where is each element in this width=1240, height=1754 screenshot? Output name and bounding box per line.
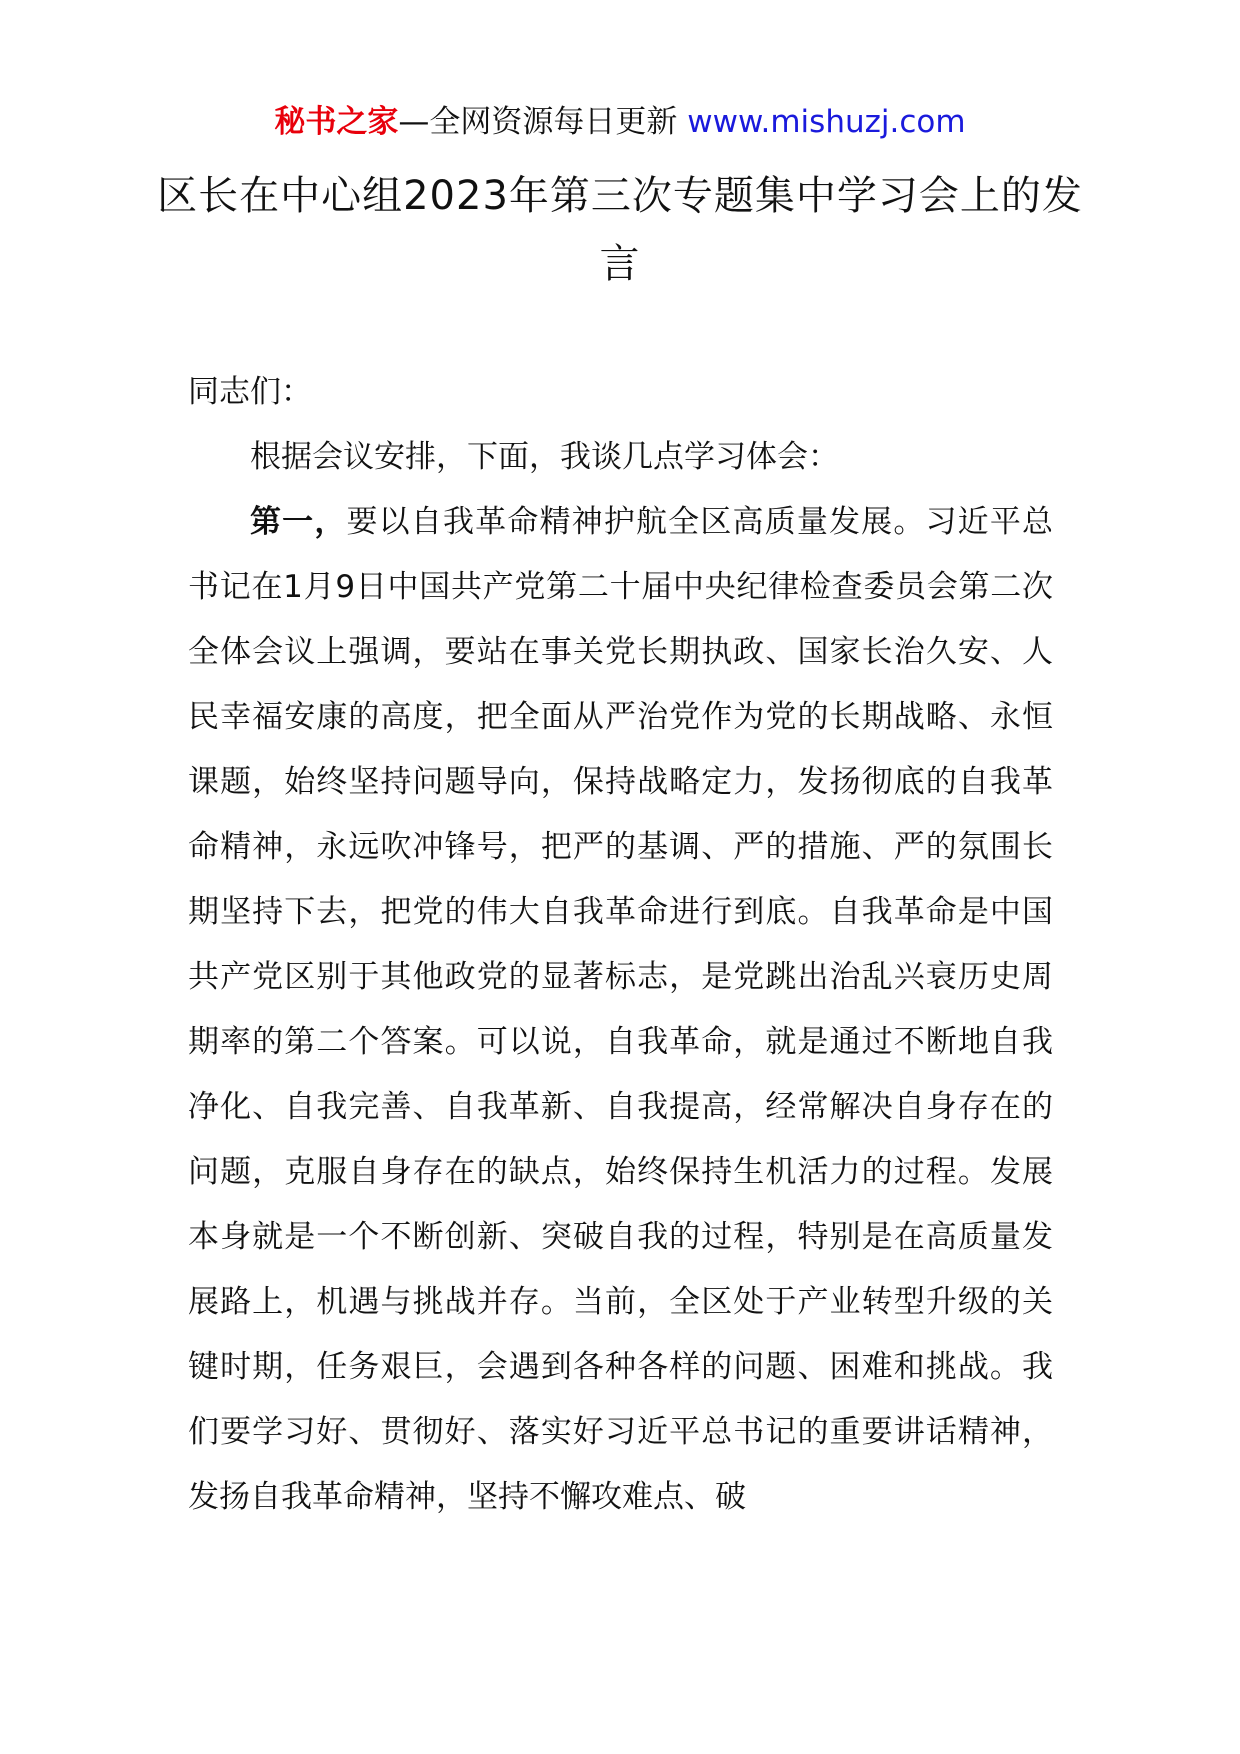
site-header xyxy=(0,100,1240,144)
site-brand: 秘书之家 xyxy=(274,104,399,140)
section-1-body: 要以自我革命精神护航全区高质量发展。习近平总书记在1月9日中国共产党第二十届中央纪律检查委员会第二次全体会议上强调，要站在事关党长期执政、国家长治久安、人民幸福安康的高度，把全面从严治党作为党的长期战略、永恒课题，始终坚持问题导向，保持战略定力，发扬彻底的自我革命精神，永远吹冲锋号，把严的基调、严的措施、严的氛围长期坚持下去，把党的伟大自我革命进行到底。自我革命是中国共产党区别于其他政党的显著标志，是党跳出治乱兴衰历史周期率的第二个答案。可以说，自我革命，就是通过不断地自我净化、自我完善、自我革新、自我提高，经常解决自身存在的问题，克服自身存在的缺点，始终保持生机活力的过程。发展本身就是一个不断创新、突破自我的过程，特别是在高质量发展路上，机遇与挑战并存。当前，全区处于产业转型升级的关键时期，任务艰巨，会遇到各种各样的问题、困难和挑战。我们要学习好、贯彻好、落实好习近平总书记的重要讲话精神，发扬自我革命精神，坚持不懈攻难点、破 xyxy=(188,504,1053,1515)
document-body xyxy=(188,360,1053,1530)
section-1-paragraph xyxy=(188,490,1053,1530)
salutation: 同志们： xyxy=(188,374,312,410)
intro-paragraph: 根据会议安排，下面，我谈几点学习体会： xyxy=(250,439,839,475)
section-1-lead: 第一， xyxy=(250,504,347,540)
site-url[interactable]: www.mishuzj.com xyxy=(687,104,966,140)
site-tagline: —全网资源每日更新 xyxy=(398,104,688,140)
document-title: 区长在中心组2023年第三次专题集中学习会上的发言 xyxy=(157,173,1083,287)
